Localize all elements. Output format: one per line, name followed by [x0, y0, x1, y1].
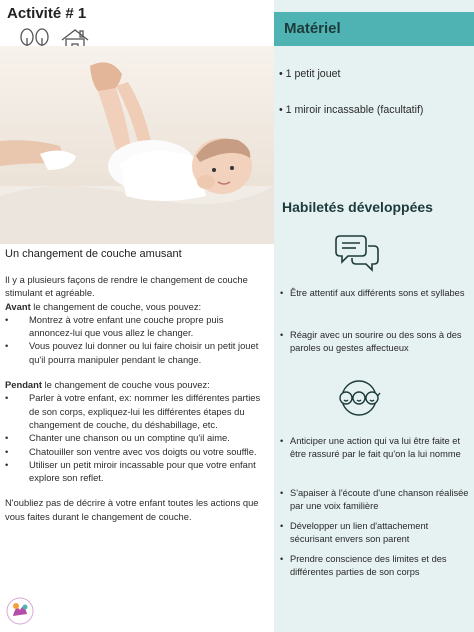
activity-title: Activité # 1 [7, 5, 87, 22]
pendant-label: Pendant [5, 379, 42, 391]
pendant-line [5, 378, 269, 391]
skill-item: • Anticiper une action qui va lui être faite et être rassuré par le fait qu'on la lui nomme [280, 436, 461, 460]
habiletes-title: Habiletés développées [282, 199, 433, 215]
list-item: • Parler à votre enfant, ex: nommer les différentes parties de son corps, expliquez-lui les différentes étapes du changement de couche, du déshabillage, etc. [5, 392, 261, 430]
skill-item: • Développer un lien d'attachement sécurisant envers son parent [280, 521, 429, 545]
logo-icon [4, 596, 36, 626]
list-item: • Chatouiller son ventre avec vos doigts ou votre souffle. [5, 445, 257, 457]
activity-header [0, 0, 274, 46]
materiel-title: Matériel [284, 20, 341, 37]
chat-bubbles-icon [334, 232, 380, 274]
skill-item: • S'apaiser à l'écoute d'une chanson réalisée par une voix familière [280, 488, 469, 512]
skill-item: • Être attentif aux différents sons et syllabes [280, 288, 465, 298]
activity-body [5, 273, 269, 523]
skill-item: • Prendre conscience des limites et des différentes parties de son corps [280, 554, 447, 578]
intro-text: Il y a plusieurs façons de rendre le changement de couche stimulant et agréable. [5, 274, 248, 299]
avant-line [5, 300, 269, 313]
avant-label: Avant [5, 300, 31, 312]
bullet: • [5, 445, 9, 457]
list-item: • Utiliser un petit miroir incassable pour que votre enfant explore son reflet. [5, 458, 256, 484]
materiel-item: • 1 miroir incassable (facultatif) [279, 104, 424, 116]
pendant-text: le changement de couche vous pouvez: [41, 379, 210, 391]
bullet: • [5, 340, 9, 352]
bullet: • [5, 458, 9, 470]
faces-circle-icon [336, 378, 382, 418]
materiel-header [274, 12, 474, 46]
list-item: • Chanter une chanson ou un comptine qu'il aime. [5, 432, 230, 444]
bullet: • [5, 392, 9, 404]
bullet: • [5, 313, 9, 325]
closing-text: N'oubliez pas de décrire à votre enfant toutes les actions que vous faites durant le changement de couche. [5, 497, 259, 522]
bullet: • [5, 432, 9, 444]
avant-text: le changement de couche, vous pouvez: [30, 300, 202, 312]
list-item: • Vous pouvez lui donner ou lui faire choisir un petit jouet qu'il pourra manipuler pendant le change. [5, 340, 259, 365]
skill-item: • Réagir avec un sourire ou des sons à des paroles ou gestes affectueux [280, 330, 462, 354]
list-item: • Montrez à votre enfant une couche propre puis annoncez-lui que vous allez le changer. [5, 313, 224, 339]
baby-diaper-photo [0, 46, 274, 244]
activity-subtitle: Un changement de couche amusant [5, 248, 182, 260]
materiel-item: • 1 petit jouet [279, 68, 341, 80]
